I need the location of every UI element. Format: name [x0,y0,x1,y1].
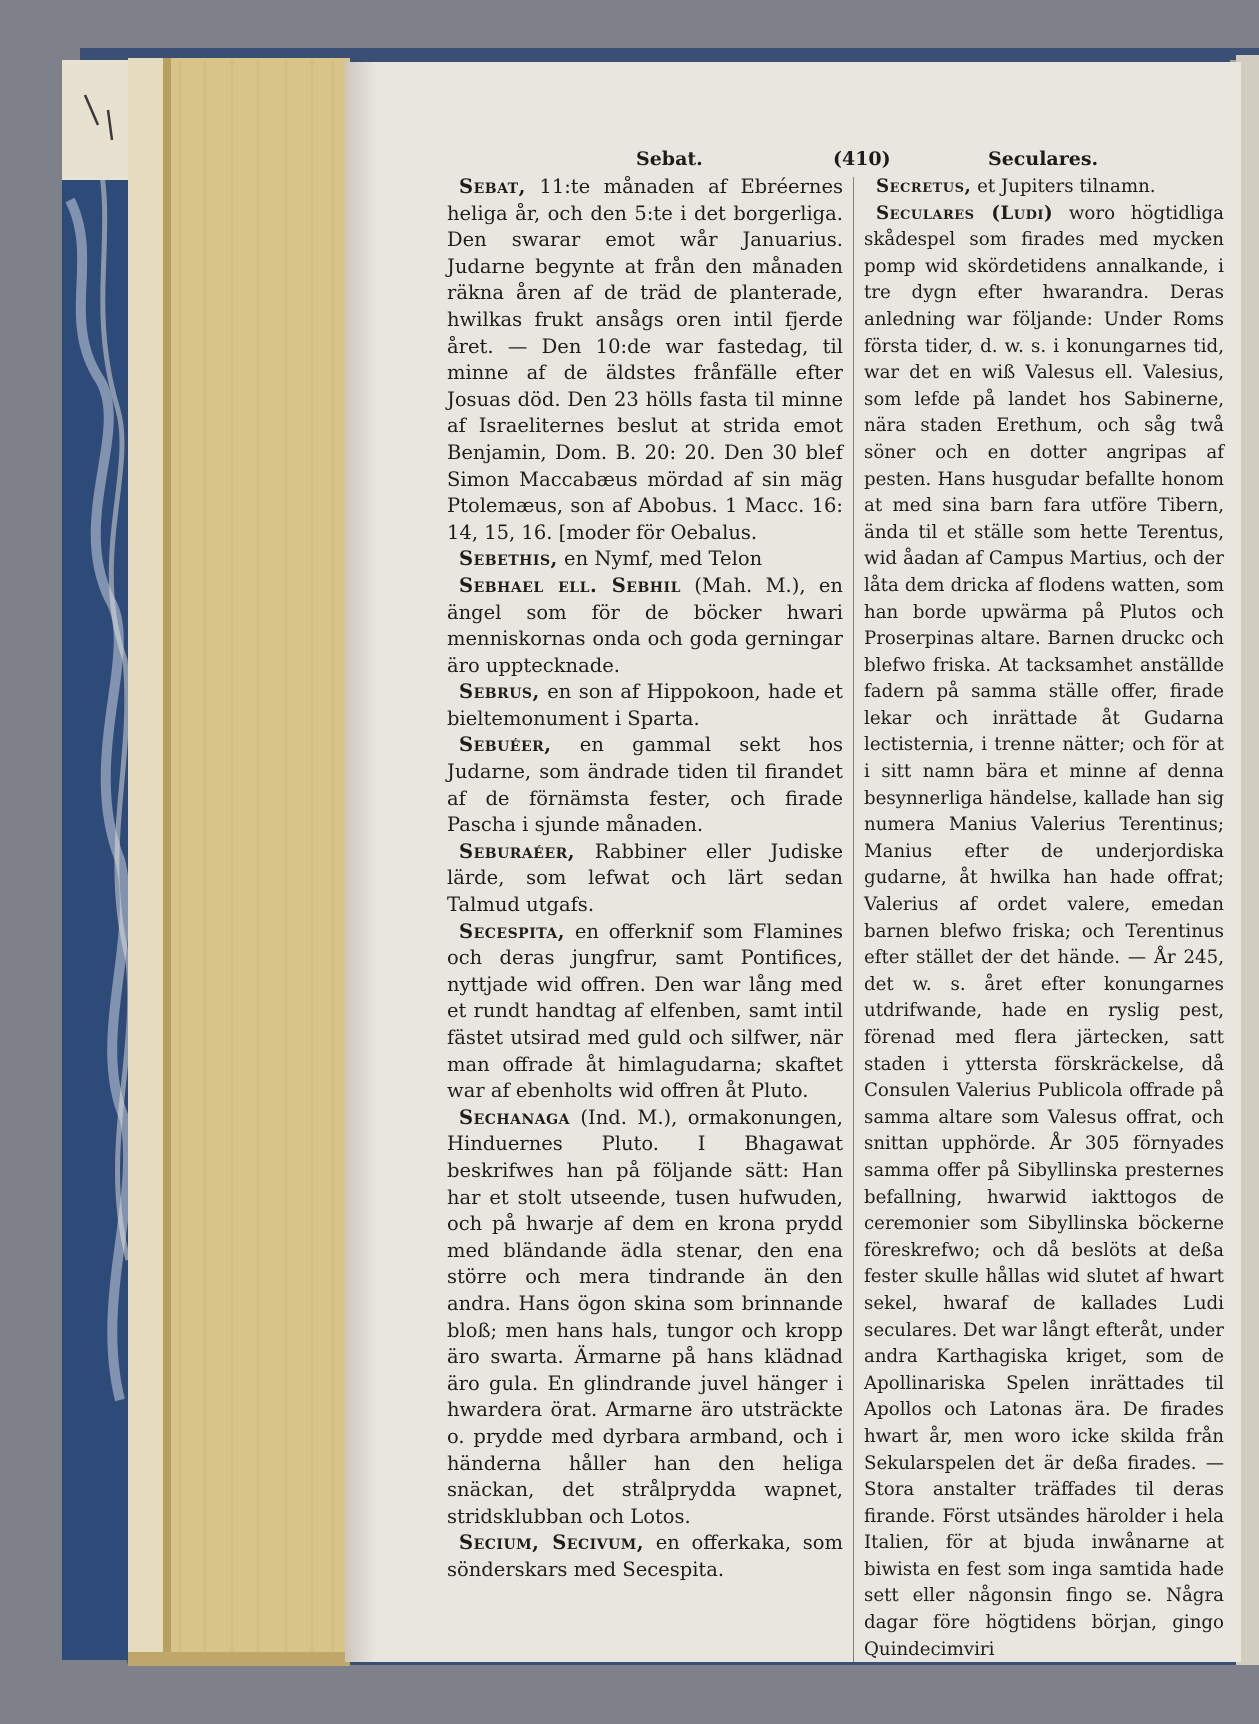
headword: Secium, Secivum, [459,1531,645,1555]
entry-text: 11:te månaden af Ebréernes heliga år, och den 5:te i det borgerliga. Den swarar emot wår Januarius. Judarne begynte at från den månaden räkna åren af de träd de planterade, hwilkas frukt ansågs oren intil fjerde året. — Den 10:de war fastedag, til minne af de äldstes frånfälle efter Josuas död. Den 23 hölls fasta til minne af Israeliternes beslut at strida emot Benjamin, Dom. B. 20: 20. Den 30 blef Simon Maccabæus mördad af sin mäg Ptolemæus, son af Abobus. 1 Macc. 16: 14, 15, 16. [moder för Oebalus. [447,175,843,544]
entry-text: (Mah. M.), en ängel som för de böcker hwari menniskornas onda och goda gerningar äro upptecknade. [447,573,843,677]
dictionary-entry [447,573,843,679]
book-page [345,62,1241,1662]
right-column [864,174,1224,1663]
headword: Secespita, [459,919,566,943]
headword: Sebat, [459,175,526,198]
dictionary-entry [864,174,1224,201]
dictionary-entry [447,1530,843,1583]
header-left-word: Sebat. [636,148,703,170]
dictionary-entry [447,839,843,919]
entry-text: en offerknif som Flamines och deras jungfrur, samt Pontifices, nyttjade wid offren. Den war lång med et rundt handtag af elfenben, samt intil fästet utsirad med guld och silfwer, när man offrade åt himlagudarna; skaftet war af ebenholts wid offren åt Pluto. [447,919,843,1103]
dictionary-entry [447,1105,843,1531]
gutter-shadow [346,62,376,1662]
entry-text: en son af Hippokoon, hade et bieltemonument i Sparta. [447,680,843,730]
headword: Secretus, [876,176,972,197]
dictionary-entry [447,546,843,573]
entry-text: (Ind. M.), ormakonungen, Hinduernes Pluto. I Bhagawat beskrifwes han på följande sätt: Han har et stolt utseende, tusen hufwuden, och på hwarje af dem en krona prydd med bländande ädla stenar, den ena större och mera tindrande än den andra. Hans ögon skina som brinnande bloß; men hans hals, tungor och kropp äro swarta. Ärmarne på hans klädnad äro gula. En glindrande juvel hänger i hwardera örat. Armarne äro utsträckte o. prydde med dyrbara armband, och i händerna håller han den heliga snäckan, det strålprydda wapnet, stridsklubban och Lotos. [447,1105,843,1528]
headword: Sebuéer, [459,733,552,757]
headword: Sebrus, [459,680,540,704]
entry-text: en Nymf, med Telon [557,547,763,571]
entry-text: en gammal sekt hos Judarne, som ändrade tiden til firandet af de förnämsta fester, och firade Pascha i sjunde månaden. [447,733,843,837]
page-number: (410) [833,148,891,170]
entry-text: Rabbiner eller Judiske lärde, som lefwat och lärt sedan Talmud utgafs. [447,839,843,917]
dictionary-entry [447,174,843,546]
headword: Seculares (Ludi) [876,202,1054,224]
headword: Sechanaga [459,1105,570,1129]
left-column [447,174,843,1583]
entry-text: et Jupiters tilnamn. [971,176,1156,197]
dictionary-entry [447,732,843,838]
column-rule [853,177,854,1662]
headword: Sebhael ell. Sebhil [459,573,681,597]
entry-text: woro högtidliga skådespel som firades med mycken pomp wid skördetidens annalkande, i tre dygn efter hwarandra. Deras anledning war följande: Under Roms första tider, d. w. s. i konungarnes tid, war det en wiß Valesus ell. Valesius, som lefde på landet hos Sabinerne, nära staden Erethum, och såg twå söner och en dotter angripas af pesten. Hans husgudar befallte honom at med sina barn fara utföre Tibern, ända til et ställe som hette Terentus, wid åadan af Campus Martius, och der låta dem dricka af flodens watten, som han borde upwärma på Plutos och Proserpinas altare. Barnen druckc och blefwo friska. At tacksamhet anställde fadern på samma ställe offer, firade lekar och inrättade åt Gudarna lectisternia, i trenne nätter; och för at i sitt namn bära et minne af denna besynnerliga händelse, kallade han sig numera Manius Valerius Terentinus; Manius efter de underjordiska gudarne, åt hwilka han hade offrat; Valerius af ordet valere, emedan barnen blefwo friska; och Terentinus efter stället der det hände. — År 245, det w. s. året efter konungarnes utdrifwande, hade en ryslig pest, förenad med flera järtecken, satt staden i yttersta förskräckelse, då Consulen Valerius Publicola offrade på samma altare som Valesus offrat, och snittan upphörde. År 305 förnyades samma offer på Sibyllinska presternes befallning, hwarwid iakttogos de ceremonier som Sibyllinska böckerne föreskrefwo; och då beslöts at deßa fester skulle hållas wid slutet af hwart sekel, hwaraf de kallades Ludi seculares. Det war långt efteråt, under andra Karthagiska kriget, som de Apollinariska Spelen inrättades til Apollos och Latonas ära. De firades hwart år, men woro icke skilda från Sekularspelen det är deßa firades. — Stora anstalter träffades til deras firande. Först utsändes härolder i hela Italien, för at bjuda inwånarne at biwista en fest som inga samtida hade sett eller någonsin fingo se. Några dagar före högtidens början, gingo Quindecimviri [864,202,1224,1660]
dictionary-entry [864,201,1224,1664]
header-right-word: Seculares. [988,148,1099,170]
headword: Sebethis, [459,547,558,571]
dictionary-entry [447,679,843,732]
dictionary-entry [447,919,843,1105]
entry-text: en offerkaka, som sönderskars med Secespita. [447,1531,843,1581]
headword: Seburaéer, [459,839,576,863]
